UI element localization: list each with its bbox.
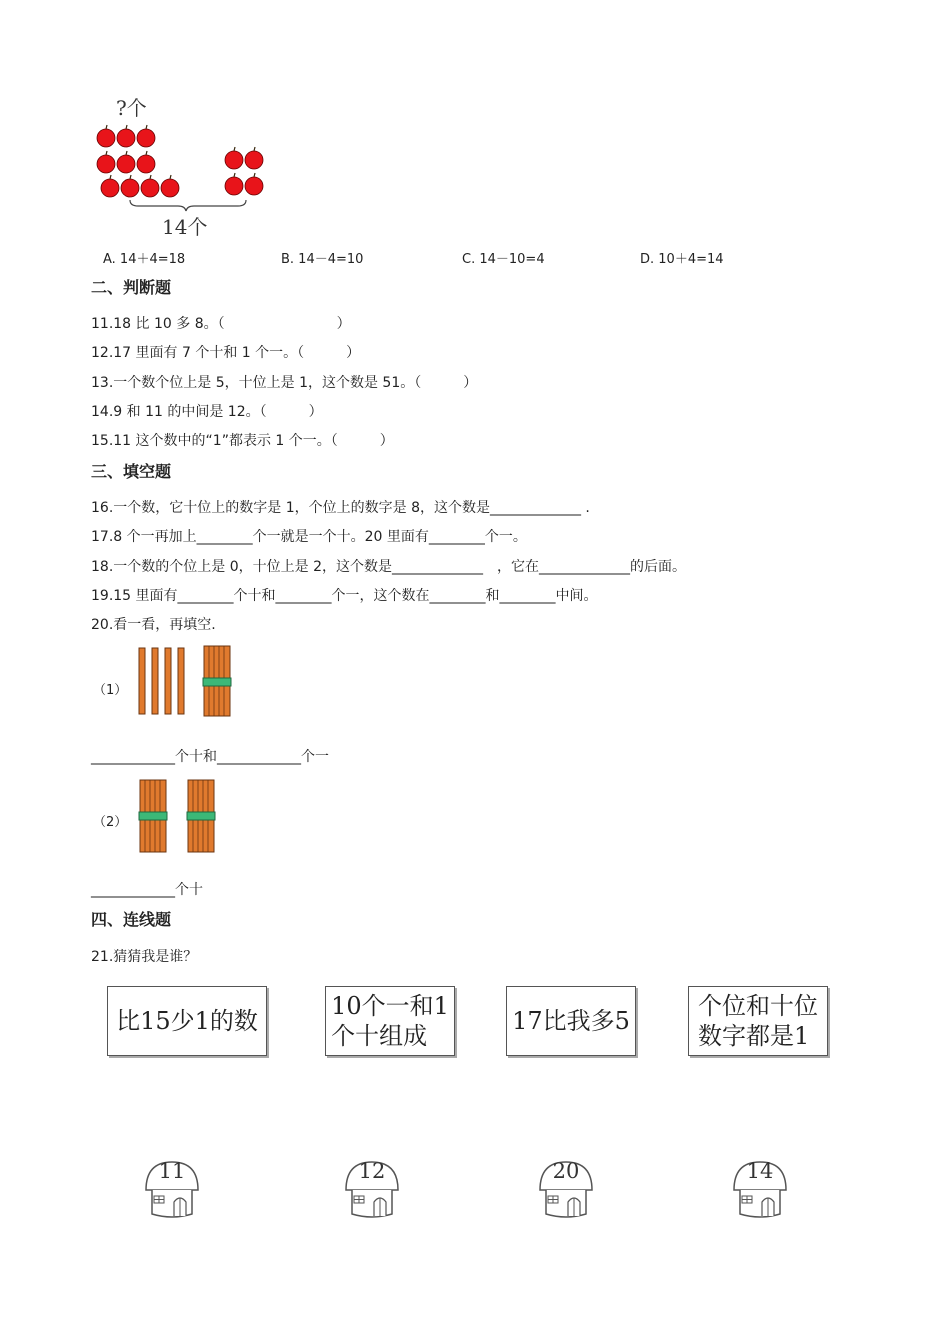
- clue-text: 数字都是1: [698, 1022, 810, 1050]
- apple: [117, 155, 135, 173]
- apple: [137, 155, 155, 173]
- clue-card-1[interactable]: [107, 986, 267, 1056]
- stick-bundle: [203, 646, 231, 716]
- fill-item-18: 18.一个数的个位上是 0，十位上是 2，这个数是_____________ ，它在_____________的后面。: [91, 559, 686, 575]
- apple-stem: [150, 175, 151, 179]
- part1-answer: ____________个十和____________个一: [91, 749, 329, 765]
- apple-stem: [146, 125, 147, 129]
- house-number: 11: [158, 1159, 186, 1183]
- fill-item-16: 16.一个数，它十位上的数字是 1，个位上的数字是 8，这个数是_____________ .: [91, 500, 590, 516]
- house-14[interactable]: [728, 1158, 792, 1220]
- apple: [137, 129, 155, 147]
- apple: [117, 129, 135, 147]
- section3-title: 三、填空题: [91, 462, 172, 481]
- total-brace: [130, 200, 246, 211]
- stick-bundle-2: [187, 780, 215, 852]
- stick-bundle-1: [139, 780, 167, 852]
- apple-stem: [234, 147, 235, 151]
- part1-label: （1）: [93, 683, 128, 698]
- option-a[interactable]: A. 14＋4=18: [103, 252, 186, 267]
- match-question: 21.猜猜我是谁？: [91, 949, 198, 965]
- option-d[interactable]: D. 10＋4=14: [640, 252, 724, 267]
- apple-stem: [254, 147, 255, 151]
- house-11[interactable]: [140, 1158, 204, 1220]
- apple-stem: [170, 175, 171, 179]
- apple-stem: [106, 151, 107, 155]
- apple: [245, 151, 263, 169]
- apple-stem: [126, 125, 127, 129]
- part2-answer: ____________个十: [91, 882, 203, 898]
- apple: [121, 179, 139, 197]
- apple: [161, 179, 179, 197]
- apple: [101, 179, 119, 197]
- house-number: 12: [358, 1159, 386, 1183]
- judge-item-15: 15.11 这个数中的“1”都表示 1 个一。（ ）: [91, 433, 394, 449]
- apple: [97, 129, 115, 147]
- apple: [225, 151, 243, 169]
- part2-label: （2）: [93, 815, 128, 830]
- section2-title: 二、判断题: [91, 278, 172, 297]
- fill-item-20: 20.看一看，再填空.: [91, 617, 216, 633]
- option-c[interactable]: C. 14－10=4: [462, 252, 545, 267]
- apple-stem: [146, 151, 147, 155]
- apple-stem: [106, 125, 107, 129]
- judge-item-12: 12.17 里面有 7 个十和 1 个一。（ ）: [91, 345, 361, 361]
- part2-sticks: [134, 772, 224, 856]
- judge-item-11: 11.18 比 10 多 8。（ ）: [91, 316, 351, 332]
- option-b[interactable]: B. 14－4=10: [281, 252, 364, 267]
- clue-text: 10个一和1: [331, 992, 449, 1020]
- clue-text: 个十组成: [331, 1022, 428, 1050]
- section4-title: 四、连线题: [91, 910, 172, 929]
- clue-text: 个位和十位: [698, 992, 818, 1020]
- question-mark-label: ?个: [116, 96, 147, 120]
- clue-card-3[interactable]: [506, 986, 636, 1056]
- house-number: 14: [746, 1159, 774, 1183]
- clue-text: 比15少1的数: [116, 1007, 258, 1035]
- apple: [141, 179, 159, 197]
- judge-item-13: 13.一个数个位上是 5，十位上是 1，这个数是 51。（ ）: [91, 375, 478, 391]
- house-20[interactable]: [534, 1158, 598, 1220]
- apple: [97, 155, 115, 173]
- part1-sticks: [134, 640, 244, 720]
- apple-stem: [234, 173, 235, 177]
- apple: [225, 177, 243, 195]
- clue-text: 17比我多5: [512, 1007, 630, 1035]
- fill-item-19: 19.15 里面有________个十和________个一，这个数在________和________中间。: [91, 588, 598, 604]
- clue-card-4[interactable]: [688, 986, 828, 1056]
- house-12[interactable]: [340, 1158, 404, 1220]
- clue-card-2[interactable]: [325, 986, 455, 1056]
- judge-item-14: 14.9 和 11 的中间是 12。（ ）: [91, 404, 323, 420]
- apple: [245, 177, 263, 195]
- apple-stem: [126, 151, 127, 155]
- total-label: 14个: [162, 215, 208, 239]
- apple-stem: [130, 175, 131, 179]
- apple-stem: [110, 175, 111, 179]
- apple-stem: [254, 173, 255, 177]
- house-number: 20: [552, 1159, 580, 1183]
- fill-item-17: 17.8 个一再加上________个一就是一个十。20 里面有________个一。: [91, 529, 527, 545]
